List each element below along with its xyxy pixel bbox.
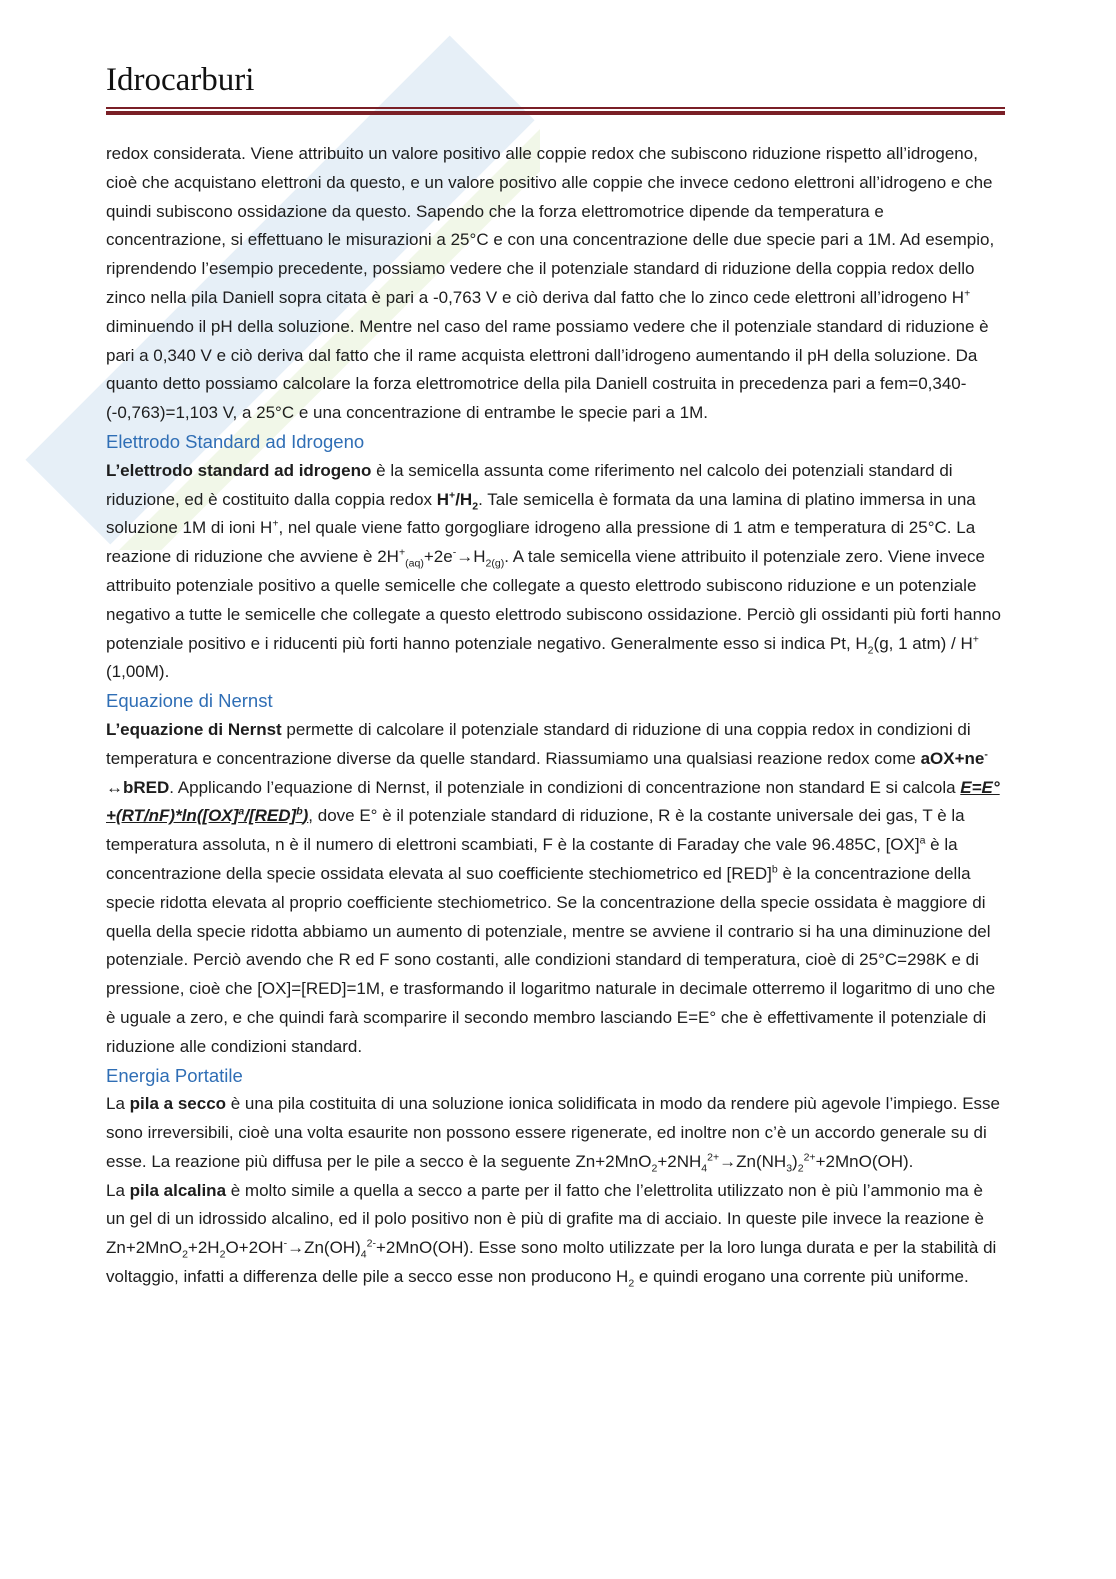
hydrogen-paragraph: L’elettrodo standard ad idrogeno è la semicella assunta come riferimento nel calcolo dei potenziali standard di riduzione, ed è costituito dalla coppia redox $H^+/H_2$. Tale semicella è formata da una lamina di platino immersa in una soluzione 1M di ioni H+, nel quale viene fatto gorgogliare idrogeno alla pressione di 1 atm e temperatura di 25°C. La reazione di riduzione che avviene è $2H^+_{(aq)}+2e^-\to H_{2(g)}$. A tale semicella viene attribuito il potenziale zero. Viene invece attribuito potenziale positivo a quelle semicelle che collegate a questo elettrodo subiscono riduzione e un potenziale negativo a tutte le semicelle che collegate a questo elettrodo subiscono ossidazione. Perciò gli ossidanti più forti hanno potenziale positivo e i riducenti più forti hanno potenziale negativo. Generalmente esso si indica Pt, $H_2(g$, 1 atm) / H+(1,00M).	[106, 460, 1001, 682]
nernst-paragraph: L’equazione di Nernst permette di calcolare il potenziale standard di riduzione di una coppia redox in condizioni di temperatura e concentrazione diverse da quelle standard. Riassumiamo una qualsiasi reazione redox come aOX+ne-↔bRED. Applicando l’equazione di Nernst, il potenziale in condizioni di concentrazione non standard E si calcola E=E°+(RT/nF)*ln([OX]$^a$/[RED]$^b$), dove E° è il potenziale standard di riduzione, R è la costante universale dei gas, T è la temperatura assoluta, n è il numero di elettroni scambiati, F è la costante di Faraday che vale 96.485C, [OX]$^a$ è la concentrazione della specie ossidata elevata al suo coefficiente stechiometrico ed [RED]$^b$ è la concentrazione della specie ridotta elevata al proprio coefficiente stechiometrico. Se la concentrazione della specie ossidata è maggiore di quella della specie ridotta abbiamo un aumento di potenziale, mentre se avviene il contrario si ha una diminuzione del potenziale. Perciò avendo che R ed F sono costanti, alle condizioni standard di temperatura, cioè di 25°C=298K e di pressione, cioè che [OX]=[RED]=1M, e trasformando il logaritmo naturale in decimale otterremo il logaritmo di uno che è uguale a zero, e che quindi farà scomparire il secondo membro lasciando E=E° che è effettivamente il potenziale di riduzione alle condizioni standard.	[106, 719, 1000, 1056]
heading-equazione-nernst: Equazione di Nernst	[106, 690, 273, 712]
header-rule	[106, 107, 1005, 109]
intro-paragraph: redox considerata. Viene attribuito un valore positivo alle coppie redox che subiscono riduzione rispetto all’idrogeno, cioè che acquistano elettroni da questo, e un valore positivo alle coppie che invece cedono elettroni all’idrogeno e che quindi subiscono ossidazione da questo. Sapendo che la forza elettromotrice dipende da temperatura e concentrazione, si effettuano le misurazioni a 25°C e con una concentrazione delle due specie pari a 1M. Ad esempio, riprendendo l’esempio precedente, possiamo vedere che il potenziale standard di riduzione della coppia redox dello zinco nella pila Daniell sopra citata è pari a -0,763 V e ciò deriva dal fatto che lo zinco cede elettroni all’idrogeno H+ diminuendo il pH della soluzione. Mentre nel caso del rame possiamo vedere che il potenziale standard di riduzione è pari a 0,340 V e ciò deriva dal fatto che il rame acquista elettroni dall’idrogeno aumentando il pH della soluzione. Da quanto detto possiamo calcolare la forza elettromotrice della pila Daniell costruita in precedenza pari a fem=0,340-(-0,763)=1,103 V, a 25°C e una concentrazione di entrambe le specie pari a 1M.	[106, 144, 995, 423]
heading-energia-portatile: Energia Portatile	[106, 1064, 243, 1086]
header-rule-thick	[106, 111, 1005, 115]
alkaline-cell-paragraph: La pila alcalina è molto simile a quella a secco a parte per il fatto che l’elettrolita utilizzato non è più l’ammonio ma è un gel di un idrossido alcalino, ed il polo positivo non è più di grafite ma di acciaio. In queste pile invece la reazione è $Zn+2MnO_2+2H_2O+2OH^-\to Zn(OH)_4^{2-}+2MnO(OH)$. Esse sono molto utilizzate per la loro lunga durata e per la stabilità di voltaggio, infatti a differenza delle pile a secco esse non producono $H_2$ e quindi erogano una corrente più uniforme.	[106, 1180, 997, 1290]
document-body	[106, 140, 1001, 1292]
dry-cell-paragraph: La pila a secco è una pila costituita di una soluzione ionica solidificata in modo da rendere più agevole l’impiego. Esse sono irreversibili, cioè una volta esaurite non possono essere rigenerate, ed inoltre non c’è un accordo generale su di esse. La reazione più diffusa per le pile a secco è la seguente $Zn+2MnO_2+2NH_4^{2+}\to Zn(NH_3)_2^{2+}+2MnO(OH)$.	[106, 1094, 1001, 1175]
page-header-title: Idrocarburi	[106, 62, 255, 98]
heading-elettrodo-standard: Elettrodo Standard ad Idrogeno	[106, 430, 365, 452]
nernst-formula: E=E°+(RT/nF)*ln([OX]$^a$/[RED]$^b$)	[106, 777, 1000, 826]
